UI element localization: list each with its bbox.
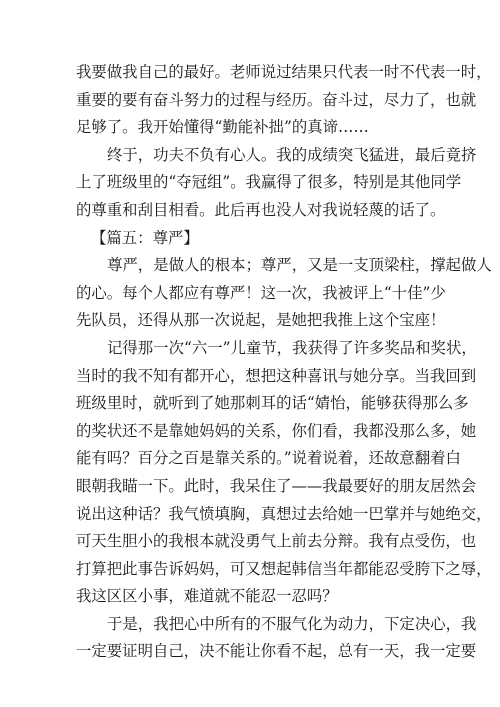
text-line: 一定要证明自己，决不能让你看不起，总有一天，我一定要 [76, 642, 477, 661]
text-line: 我这区区小事，难道就不能忍一忍吗？ [76, 587, 338, 606]
text-line: 终于，功夫不负有心人。我的成绩突飞猛进，最后竟挤 [107, 145, 477, 164]
text-line: 于是，我把心中所有的不服气化为动力，下定决心，我 [107, 614, 477, 633]
text-line: 的心。每个人都应有尊严！这一次，我被评上“十佳”少 [76, 283, 446, 302]
text-line: 打算把此事告诉妈妈，可又想起韩信当年都能忍受胯下之辱， [76, 559, 492, 578]
text-line: 重要的要有奋斗努力的过程与经历。奋斗过，尽力了，也就 [76, 90, 477, 109]
text-line: 眼朝我瞄一下。此时，我呆住了——我最要好的朋友居然会 [76, 476, 477, 495]
text-line: 上了班级里的“夺冠组”。我赢得了很多，特别是其他同学 [76, 173, 462, 192]
text-line: 的奖状还不是靠她妈妈的关系，你们看，我都没那么多，她 [76, 421, 477, 440]
document-body [76, 59, 492, 666]
text-line: 可天生胆小的我根本就没勇气上前去分辩。我有点受伤，也 [76, 532, 477, 551]
text-line: 班级里时，就听到了她那刺耳的话“婧怡，能够获得那么多 [76, 394, 469, 413]
text-line: 的尊重和刮目相看。此后再也没人对我说轻蔑的话了。 [76, 200, 446, 219]
text-line: 先队员，还得从那一次说起，是她把我推上这个宝座！ [76, 311, 446, 330]
text-line: 记得那一次“六一”儿童节，我获得了许多奖品和奖状， [107, 338, 477, 357]
text-line: 说出这种话？我气愤填胸，真想过去给她一巴掌并与她绝交， [76, 504, 492, 523]
text-line: 当时的我不知有都开心，想把这种喜讯与她分享。当我回到 [76, 366, 477, 385]
text-line: 尊严，是做人的根本；尊严，又是一支顶梁柱，撑起做人 [107, 256, 492, 275]
text-line: 能有吗？百分之百是靠关系的。”说着说着，还故意翻着白 [76, 449, 461, 468]
text-line: 足够了。我开始懂得“勤能补拙”的真谛…… [76, 118, 369, 137]
section-heading: 【篇五：尊严】 [91, 228, 199, 247]
text-line: 我要做我自己的最好。老师说过结果只代表一时不代表一时， [76, 63, 492, 81]
